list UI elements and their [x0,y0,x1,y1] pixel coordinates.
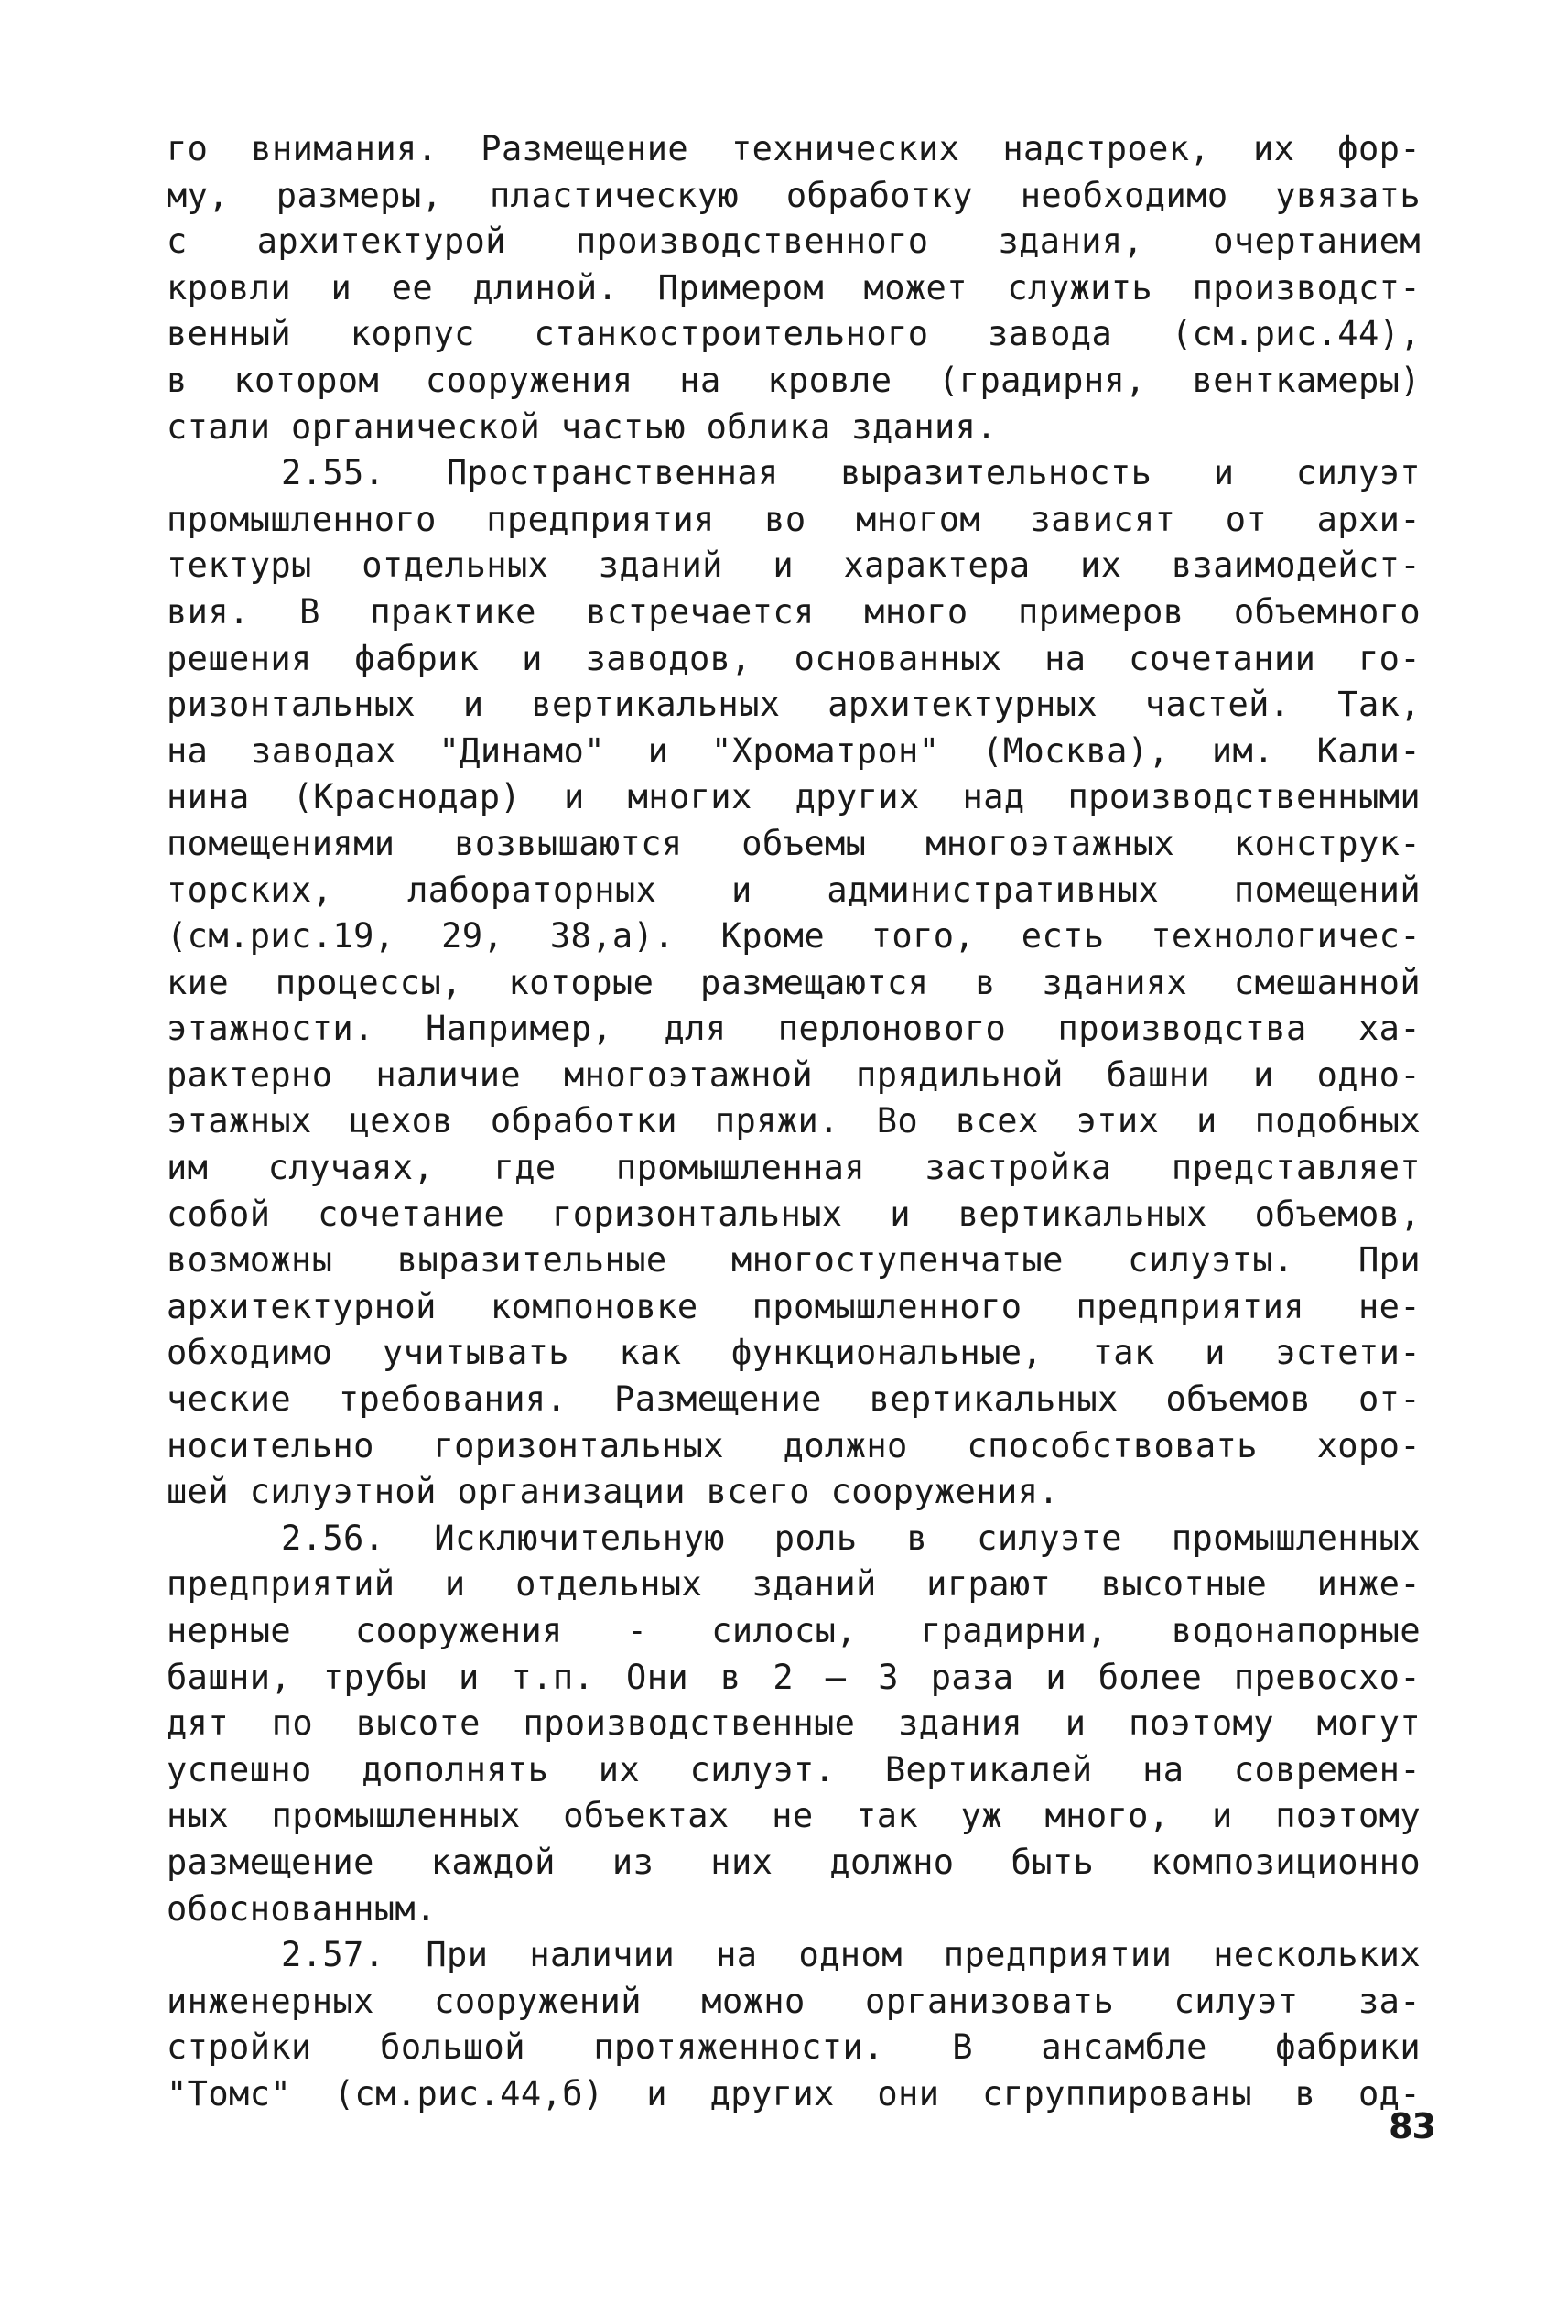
text-line: шей силуэтной организации всего сооружения. [167,1472,1060,1512]
text-line: обходимо учитывать как функциональные, так и эстети- [167,1333,1421,1373]
text-line: с архитектурой производственного здания, очертанием [167,222,1421,262]
text-line: нерные сооружения - силосы, градирни, водонапорные [167,1611,1421,1650]
text-line: 2.57. При наличии на одном предприятии нескольких [281,1935,1421,1975]
page-number: 83 [1389,2106,1435,2146]
text-line: венный корпус станкостроительного завода (см.рис.44), [167,314,1421,354]
text-line: стройки большой протяженности. В ансамбле фабрики [167,2027,1421,2068]
text-line: носительно горизонтальных должно способствовать хоро- [167,1425,1421,1465]
text-line: 2.55. Пространственная выразительность и силуэт [281,453,1421,493]
text-line: размещение каждой из них должно быть композиционно [167,1842,1421,1882]
text-line: этажности. Например, для перлонового производства ха- [167,1009,1421,1049]
body-text [167,126,1421,2118]
text-line: собой сочетание горизонтальных и вертикальных объемов, [167,1194,1421,1234]
text-line: кровли и ее длиной. Примером может служить производст- [167,267,1421,308]
text-line: дят по высоте производственные здания и поэтому могут [167,1703,1421,1744]
text-line: (см.рис.19, 29, 38,а). Кроме того, есть технологичес- [167,916,1421,957]
text-line: рактерно наличие многоэтажной прядильной башни и одно- [167,1054,1421,1095]
text-line: на заводах "Динамо" и "Хроматрон" (Москва), им. Кали- [167,730,1421,771]
text-line: нина (Краснодар) и многих других над производственными [167,777,1421,817]
text-line: помещениями возвышаются объемы многоэтажных конструк- [167,823,1421,863]
text-line: этажных цехов обработки пряжи. Во всех этих и подобных [167,1101,1421,1141]
text-line: ризонтальных и вертикальных архитектурных частей. Так, [167,685,1421,725]
text-line: промышленного предприятия во многом зависят от архи- [167,499,1421,539]
text-line: 2.56. Исключительную роль в силуэте промышленных [281,1518,1421,1558]
text-line: им случаях, где промышленная застройка представляет [167,1148,1421,1188]
text-line: возможны выразительные многоступенчатые силуэты. При [167,1240,1421,1281]
text-line: "Томс" (см.рис.44,б) и других они сгруппированы в од- [167,2073,1421,2113]
text-line: решения фабрик и заводов, основанных на сочетании го- [167,638,1421,678]
text-line: вия. В практике встречается много примеров объемного [167,591,1421,632]
text-line: торских, лабораторных и административных помещений [167,870,1421,910]
text-line: предприятий и отдельных зданий играют высотные инже- [167,1564,1421,1605]
text-line: обоснованным. [167,1888,437,1929]
text-line: инженерных сооружений можно организовать силуэт за- [167,1981,1421,2021]
text-line: кие процессы, которые размещаются в зданиях смешанной [167,962,1421,1002]
text-line: архитектурной компоновке промышленного предприятия не- [167,1286,1421,1326]
text-line: ных промышленных объектах не так уж много, и поэтому [167,1796,1421,1836]
text-line: ческие требования. Размещение вертикальных объемов от- [167,1379,1421,1420]
text-line: стали органической частью облика здания. [167,406,998,447]
text-line: в котором сооружения на кровле (градирня, венткамеры) [167,360,1421,400]
text-line: успешно дополнять их силуэт. Вертикалей на современ- [167,1749,1421,1789]
text-line: тектуры отдельных зданий и характера их взаимодейст- [167,546,1421,586]
text-line: башни, трубы и т.п. Они в 2 – 3 раза и более превосхо- [167,1657,1421,1697]
text-line: го внимания. Размещение технических надстроек, их фор- [167,129,1421,168]
text-line: му, размеры, пластическую обработку необходимо увязать [167,175,1421,215]
